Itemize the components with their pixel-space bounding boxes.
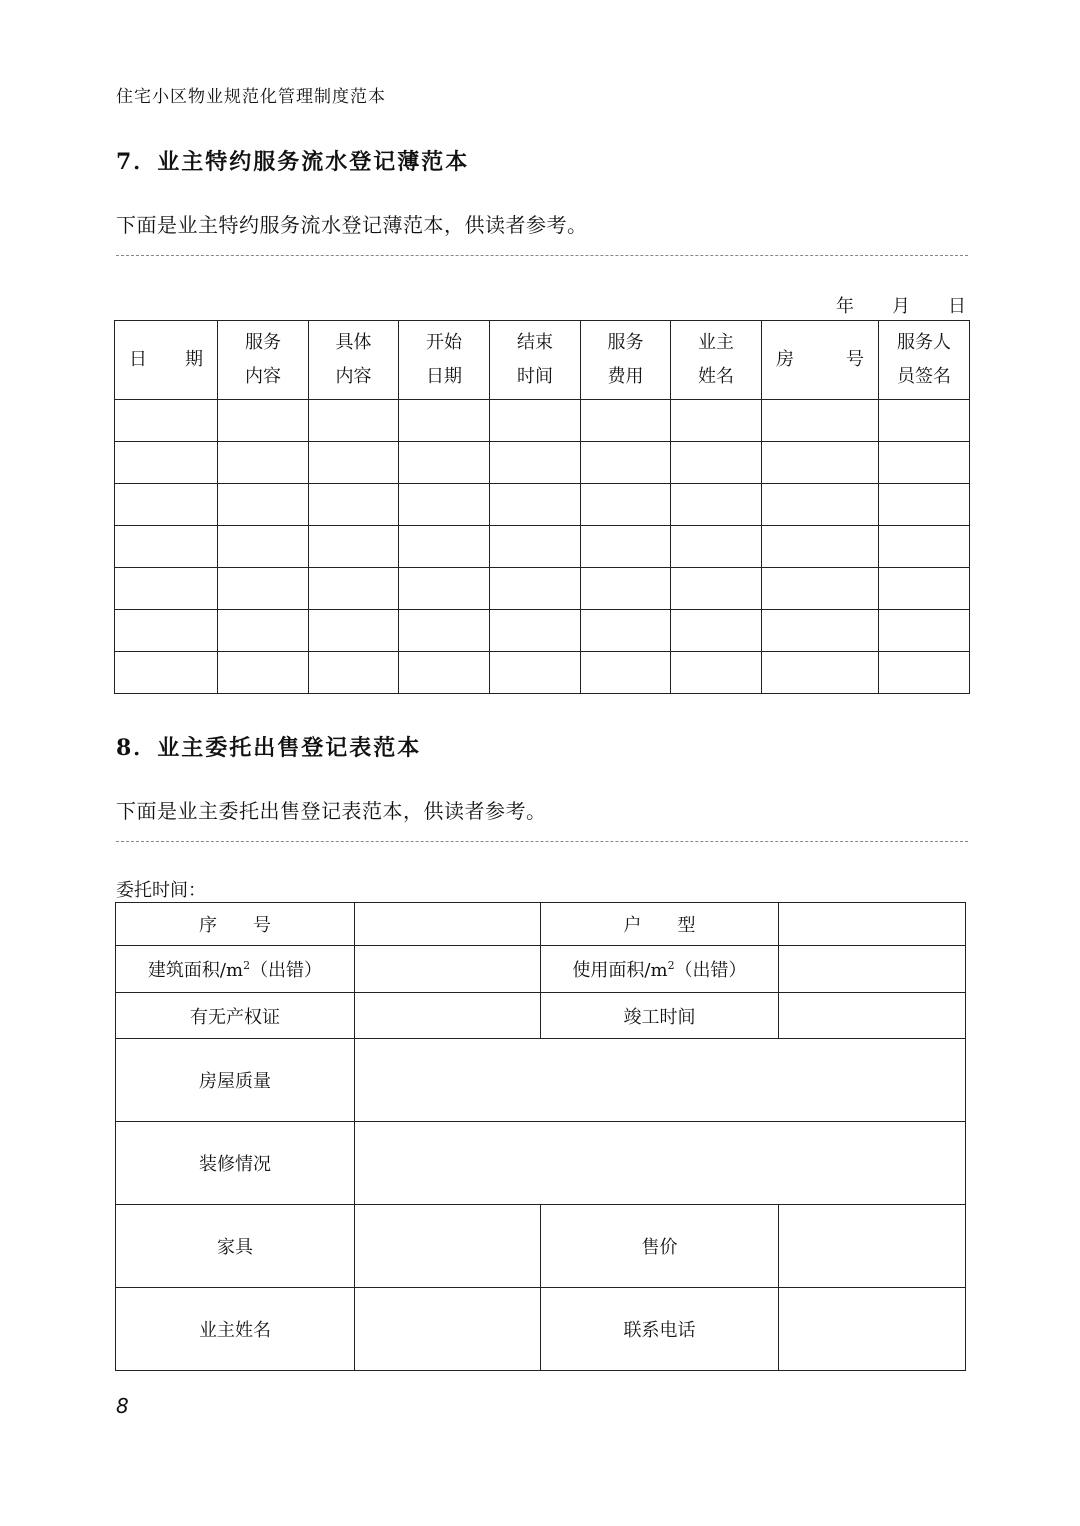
table-cell[interactable] xyxy=(399,652,490,694)
price-label: 售价 xyxy=(541,1205,779,1288)
table-cell[interactable] xyxy=(879,400,970,442)
table-cell[interactable] xyxy=(762,652,879,694)
table-row xyxy=(115,652,970,694)
table-cell[interactable] xyxy=(115,484,218,526)
building-area-value[interactable] xyxy=(355,946,541,993)
table-cell[interactable] xyxy=(490,400,581,442)
serial-value[interactable] xyxy=(355,903,541,946)
column-header: 开始 日期 xyxy=(399,321,490,400)
table-cell[interactable] xyxy=(309,568,399,610)
table-cell[interactable] xyxy=(115,442,218,484)
house-quality-value[interactable] xyxy=(355,1039,966,1122)
table-cell[interactable] xyxy=(218,400,309,442)
service-log-table xyxy=(114,320,970,694)
table-cell[interactable] xyxy=(879,568,970,610)
house-quality-label: 房屋质量 xyxy=(116,1039,355,1122)
table-cell[interactable] xyxy=(115,568,218,610)
table-cell[interactable] xyxy=(115,652,218,694)
table-cell[interactable] xyxy=(218,652,309,694)
table-cell[interactable] xyxy=(399,400,490,442)
table-cell[interactable] xyxy=(762,484,879,526)
page-number: 8 xyxy=(116,1394,129,1418)
table-cell[interactable] xyxy=(762,442,879,484)
table-cell[interactable] xyxy=(309,652,399,694)
section-7-intro: 下面是业主特约服务流水登记薄范本，供读者参考。 xyxy=(116,213,588,237)
table-cell[interactable] xyxy=(762,568,879,610)
table-cell[interactable] xyxy=(671,442,762,484)
table-cell[interactable] xyxy=(671,568,762,610)
table-cell[interactable] xyxy=(399,484,490,526)
table-cell[interactable] xyxy=(581,526,671,568)
column-header: 日 期 xyxy=(115,321,218,400)
table-cell[interactable] xyxy=(581,568,671,610)
table-cell[interactable] xyxy=(581,400,671,442)
column-header: 具体 内容 xyxy=(309,321,399,400)
table-row xyxy=(115,400,970,442)
table-cell[interactable] xyxy=(879,652,970,694)
table-cell[interactable] xyxy=(581,484,671,526)
table-cell[interactable] xyxy=(879,610,970,652)
table-cell[interactable] xyxy=(218,610,309,652)
table-cell[interactable] xyxy=(671,484,762,526)
section-8-title: 8．业主委托出售登记表范本 xyxy=(116,735,422,761)
table-cell[interactable] xyxy=(671,652,762,694)
completion-time-label: 竣工时间 xyxy=(541,993,779,1039)
table-cell[interactable] xyxy=(762,400,879,442)
table-cell[interactable] xyxy=(581,610,671,652)
section-8-intro: 下面是业主委托出售登记表范本，供读者参考。 xyxy=(116,799,547,823)
contact-phone-value[interactable] xyxy=(779,1288,966,1371)
property-cert-value[interactable] xyxy=(355,993,541,1039)
price-value[interactable] xyxy=(779,1205,966,1288)
property-cert-label: 有无产权证 xyxy=(116,993,355,1039)
column-header: 服务 内容 xyxy=(218,321,309,400)
table-cell[interactable] xyxy=(490,484,581,526)
entrust-time-label: 委托时间： xyxy=(116,880,206,901)
running-header: 住宅小区物业规范化管理制度范本 xyxy=(116,87,386,107)
table-cell[interactable] xyxy=(671,610,762,652)
divider xyxy=(116,841,968,842)
divider xyxy=(116,255,968,256)
table-cell[interactable] xyxy=(879,442,970,484)
column-header: 结束 时间 xyxy=(490,321,581,400)
table-cell[interactable] xyxy=(399,442,490,484)
table-row xyxy=(115,484,970,526)
table-cell[interactable] xyxy=(490,610,581,652)
serial-label: 序 号 xyxy=(116,903,355,946)
contact-phone-label: 联系电话 xyxy=(541,1288,779,1371)
table-cell[interactable] xyxy=(490,526,581,568)
table-cell[interactable] xyxy=(490,442,581,484)
sale-registration-table xyxy=(115,902,966,1371)
table-cell[interactable] xyxy=(671,526,762,568)
table-cell[interactable] xyxy=(490,568,581,610)
table-cell[interactable] xyxy=(115,526,218,568)
building-area-label: 建筑面积$/m^2$（出错） xyxy=(116,946,355,993)
table-cell[interactable] xyxy=(115,610,218,652)
table-cell[interactable] xyxy=(762,610,879,652)
decoration-label: 装修情况 xyxy=(116,1122,355,1205)
date-year-label: 年 xyxy=(836,296,854,317)
table-cell[interactable] xyxy=(399,568,490,610)
date-month-label: 月 xyxy=(892,296,910,317)
table-row xyxy=(115,610,970,652)
column-header: 服务人 员签名 xyxy=(879,321,970,400)
table-cell[interactable] xyxy=(879,526,970,568)
table-cell[interactable] xyxy=(218,442,309,484)
owner-name-label: 业主姓名 xyxy=(116,1288,355,1371)
table-cell[interactable] xyxy=(218,526,309,568)
column-header: 服务 费用 xyxy=(581,321,671,400)
table-cell[interactable] xyxy=(309,610,399,652)
table-cell[interactable] xyxy=(309,484,399,526)
decoration-value[interactable] xyxy=(355,1122,966,1205)
table-cell[interactable] xyxy=(218,484,309,526)
usable-area-label: 使用面积$/m^2$（出错） xyxy=(541,946,779,993)
table-cell[interactable] xyxy=(399,526,490,568)
table-row xyxy=(115,526,970,568)
table-row xyxy=(115,442,970,484)
table-cell[interactable] xyxy=(218,568,309,610)
table-cell[interactable] xyxy=(309,400,399,442)
date-day-label: 日 xyxy=(948,296,966,317)
unit-type-value[interactable] xyxy=(779,903,966,946)
table-cell[interactable] xyxy=(115,400,218,442)
table-cell[interactable] xyxy=(762,526,879,568)
table-cell[interactable] xyxy=(309,526,399,568)
table-cell[interactable] xyxy=(581,652,671,694)
usable-area-value[interactable] xyxy=(779,946,966,993)
furniture-label: 家具 xyxy=(116,1205,355,1288)
table-cell[interactable] xyxy=(399,610,490,652)
column-header: 业主 姓名 xyxy=(671,321,762,400)
unit-type-label: 户 型 xyxy=(541,903,779,946)
table-cell[interactable] xyxy=(671,400,762,442)
table-cell[interactable] xyxy=(309,442,399,484)
furniture-value[interactable] xyxy=(355,1205,541,1288)
column-header: 房 号 xyxy=(762,321,879,400)
table-cell[interactable] xyxy=(490,652,581,694)
table-cell[interactable] xyxy=(581,442,671,484)
table-cell[interactable] xyxy=(879,484,970,526)
completion-time-value[interactable] xyxy=(779,993,966,1039)
table-row xyxy=(115,568,970,610)
section-7-title: 7．业主特约服务流水登记薄范本 xyxy=(116,149,470,175)
owner-name-value[interactable] xyxy=(355,1288,541,1371)
